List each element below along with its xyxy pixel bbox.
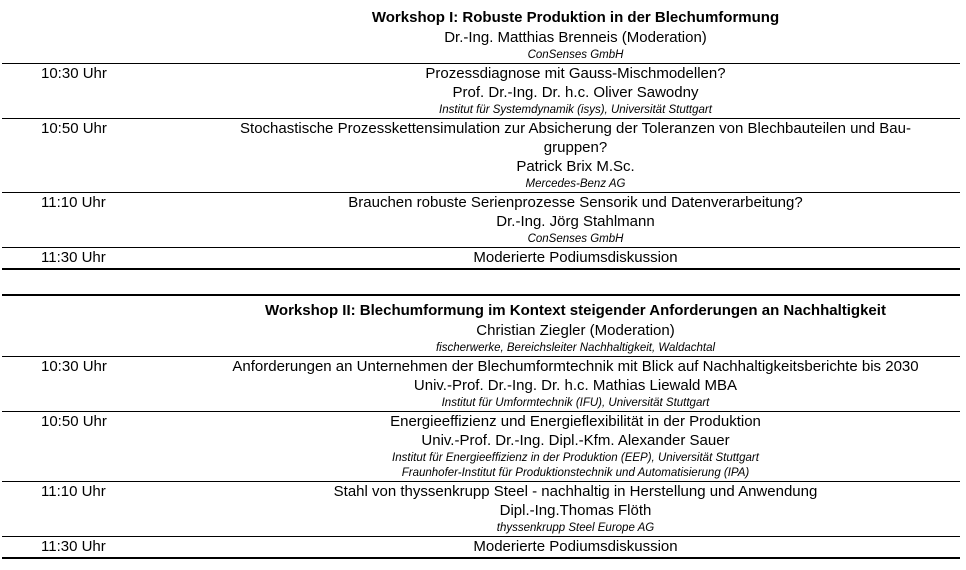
- session-institution: thyssenkrupp Steel Europe AG: [496, 522, 655, 534]
- workshop-2-moderator-org: fischerwerke, Bereichsleiter Nachhaltigkeit, Waldachtal: [435, 342, 716, 354]
- workshop-2-header: [2, 295, 960, 357]
- workshop-1-table: [2, 8, 960, 270]
- workshop-1-header-time: [2, 8, 191, 64]
- closing-content: [191, 248, 960, 270]
- session-speaker: Prof. Dr.-Ing. Dr. h.c. Oliver Sawodny: [452, 84, 699, 101]
- table-row: [2, 412, 960, 482]
- session-title: Brauchen robuste Serienprozesse Sensorik und Datenverarbeitung?: [348, 194, 803, 211]
- session-content: [191, 482, 960, 537]
- session-title: Energieeffizienz und Energieflexibilität in der Produktion: [390, 413, 761, 430]
- session-institution: ConSenses GmbH: [527, 233, 624, 245]
- session-speaker: Univ.-Prof. Dr.-Ing. Dipl.-Kfm. Alexander Sauer: [421, 432, 730, 449]
- session-content: [191, 193, 960, 248]
- session-institution: Mercedes-Benz AG: [525, 178, 626, 190]
- session-institution: Institut für Energieeffizienz in der Produktion (EEP), Universität Stuttgart: [392, 452, 759, 464]
- workshop-2-moderator: Christian Ziegler (Moderation): [476, 322, 675, 339]
- workshop-2-header-content: [191, 295, 960, 357]
- session-institution: Institut für Systemdynamik (isys), Universität Stuttgart: [439, 104, 712, 116]
- session-time: 10:30 Uhr: [2, 357, 191, 412]
- session-content: [191, 357, 960, 412]
- table-row: [2, 537, 960, 559]
- session-time: 10:50 Uhr: [2, 412, 191, 482]
- table-row: [2, 119, 960, 193]
- session-title: Prozessdiagnose mit Gauss-Mischmodellen?: [425, 65, 726, 82]
- session-content: [191, 119, 960, 193]
- closing-time: 11:30 Uhr: [2, 248, 191, 270]
- workshop-1-title: Workshop I: Robuste Produktion in der Blechumformung: [371, 9, 780, 26]
- workshop-1-header-content: [191, 8, 960, 64]
- workshop-2-table: [2, 294, 960, 559]
- session-time: 11:10 Uhr: [2, 482, 191, 537]
- session-title: Stahl von thyssenkrupp Steel - nachhaltig in Herstellung und Anwendung: [333, 483, 818, 500]
- table-row: [2, 357, 960, 412]
- session-time: 10:30 Uhr: [2, 64, 191, 119]
- session-title: Stochastische Prozesskettensimulation zur Absicherung der Toleranzen von Blechbauteilen und Bau-: [240, 120, 911, 137]
- workshop-2-header-time: [2, 295, 191, 357]
- closing-content: [191, 537, 960, 559]
- workshop-1-moderator: Dr.-Ing. Matthias Brenneis (Moderation): [444, 29, 707, 46]
- table-row: [2, 193, 960, 248]
- session-content: [191, 64, 960, 119]
- session-content: [191, 412, 960, 482]
- session-time: 11:10 Uhr: [2, 193, 191, 248]
- closing-title: Moderierte Podiumsdiskussion: [473, 249, 678, 266]
- workshop-1-header: [2, 8, 960, 64]
- workshop-1-moderator-org: ConSenses GmbH: [527, 49, 624, 61]
- session-speaker: Dipl.-Ing.Thomas Flöth: [499, 502, 652, 519]
- table-row: [2, 482, 960, 537]
- session-title-continued: gruppen?: [543, 139, 608, 156]
- session-time: 10:50 Uhr: [2, 119, 191, 193]
- session-institution: Institut für Umformtechnik (IFU), Universität Stuttgart: [441, 397, 710, 409]
- table-row: [2, 64, 960, 119]
- session-title: Anforderungen an Unternehmen der Blechumformtechnik mit Blick auf Nachhaltigkeitsberichte bis 2030: [232, 358, 919, 375]
- table-row: [2, 248, 960, 270]
- session-institution-secondary: Fraunhofer-Institut für Produktionstechnik und Automatisierung (IPA): [401, 467, 750, 479]
- closing-title: Moderierte Podiumsdiskussion: [473, 538, 678, 555]
- session-speaker: Univ.-Prof. Dr.-Ing. Dr. h.c. Mathias Liewald MBA: [413, 377, 738, 394]
- workshop-2-title: Workshop II: Blechumformung im Kontext steigender Anforderungen an Nachhaltigkeit: [265, 302, 886, 319]
- session-speaker: Dr.-Ing. Jörg Stahlmann: [496, 213, 655, 230]
- closing-time: 11:30 Uhr: [2, 537, 191, 559]
- session-speaker: Patrick Brix M.Sc.: [516, 158, 635, 175]
